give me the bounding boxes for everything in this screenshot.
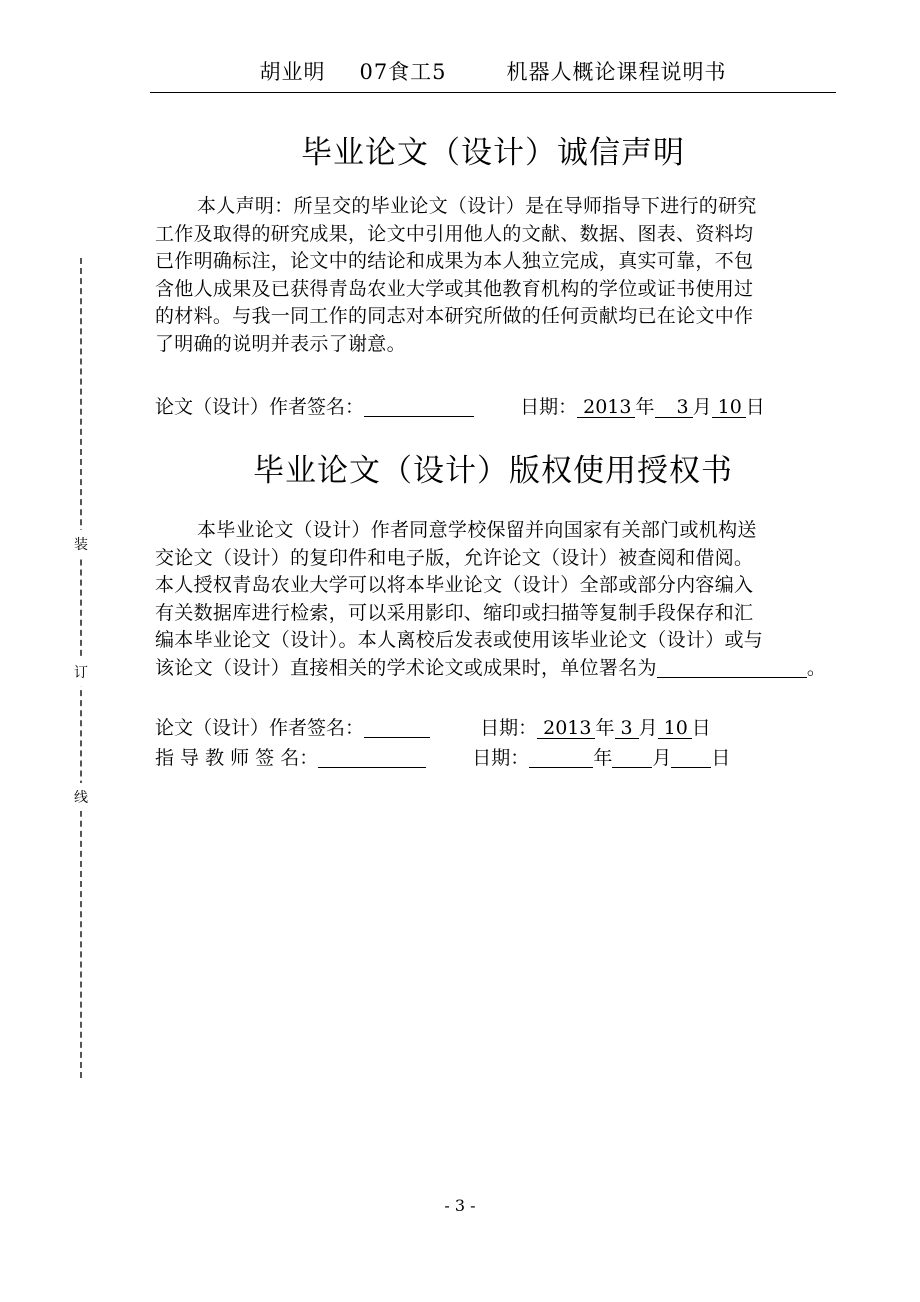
copyright-title: 毕业论文（设计）版权使用授权书: [253, 453, 733, 489]
integrity-day: 10: [712, 397, 746, 418]
copyright-line-last: [155, 655, 835, 683]
copyright-author-signature-blank[interactable]: [364, 717, 430, 738]
advisor-month-unit: 月: [652, 747, 672, 769]
integrity-year-unit: 年: [635, 396, 655, 418]
integrity-paragraph: [155, 193, 835, 359]
copyright-line: 编本毕业论文（设计）。本人离校后发表或使用该毕业论文（设计）或与: [155, 629, 764, 652]
binding-char-xian: 线: [74, 783, 88, 811]
integrity-line: 本人声明：所呈交的毕业论文（设计）是在导师指导下进行的研究: [197, 195, 757, 217]
copyright-author-year: 2013: [537, 718, 595, 739]
copyright-line: 有关数据库进行检索，可以采用影印、缩印或扫描等复制手段保存和汇: [155, 601, 754, 624]
copyright-author-signature-row: [155, 713, 711, 740]
integrity-title: 毕业论文（设计）诚信声明: [301, 135, 685, 171]
binding-char-zhuang: 装: [74, 530, 88, 558]
integrity-line: 含他人成果及已获得青岛农业大学或其他教育机构的学位或证书使用过: [155, 277, 754, 300]
copyright-author-month: 3: [615, 718, 639, 739]
copyright-author-year-unit: 年: [595, 717, 615, 739]
institution-name-blank[interactable]: [657, 657, 807, 678]
copyright-author-day-unit: 日: [691, 717, 711, 739]
integrity-month: 3: [655, 397, 693, 418]
binding-char-ding: 订: [74, 658, 88, 686]
advisor-month-blank[interactable]: [612, 747, 652, 768]
integrity-sign-label: 论文（设计）作者签名：: [155, 396, 365, 418]
copyright-line: 交论文（设计）的复印件和电子版，允许论文（设计）被查阅和借阅。: [155, 546, 754, 569]
running-header: [150, 56, 836, 86]
advisor-signature-blank[interactable]: [318, 747, 426, 768]
integrity-signature-blank[interactable]: [364, 396, 474, 417]
advisor-signature-row: [155, 743, 730, 770]
copyright-line: 本毕业论文（设计）作者同意学校保留并向国家有关部门或机构送: [197, 519, 757, 541]
advisor-year-unit: 年: [593, 747, 613, 769]
advisor-day-unit: 日: [711, 747, 731, 769]
integrity-date-label: 日期：: [520, 396, 578, 418]
integrity-line: 的材料。与我一同工作的同志对本研究所做的任何贡献均已在论文中作: [155, 305, 754, 328]
integrity-day-unit: 日: [745, 396, 765, 418]
advisor-date-label: 日期：: [472, 747, 530, 769]
integrity-line: 已作明确标注，论文中的结论和成果为本人独立完成，真实可靠，不包: [155, 250, 754, 273]
header-rule: [150, 92, 836, 93]
copyright-author-day: 10: [658, 718, 692, 739]
copyright-paragraph: [155, 517, 835, 683]
integrity-line: 工作及取得的研究成果，论文中引用他人的文献、数据、图表、资料均: [155, 222, 754, 245]
integrity-year: 2013: [577, 397, 635, 418]
copyright-author-month-unit: 月: [638, 717, 658, 739]
copyright-author-date-label: 日期：: [480, 717, 538, 739]
copyright-author-sign-label: 论文（设计）作者签名：: [155, 717, 365, 739]
integrity-signature-row: [155, 392, 765, 419]
integrity-line: 了明确的说明并表示了谢意。: [155, 332, 406, 355]
advisor-year-blank[interactable]: [529, 747, 593, 768]
header-class: 07食工5: [359, 60, 447, 84]
advisor-sign-label: 指 导 教 师 签 名：: [155, 747, 319, 769]
integrity-month-unit: 月: [692, 396, 712, 418]
copyright-end-mark: 。: [806, 656, 827, 679]
page-number: - 3 -: [444, 1196, 476, 1215]
copyright-line: 本人授权青岛农业大学可以将本毕业论文（设计）全部或部分内容编入: [155, 574, 754, 597]
header-course: 机器人概论课程说明书: [506, 60, 727, 84]
advisor-day-blank[interactable]: [671, 747, 711, 768]
header-author: 胡业明: [259, 60, 326, 84]
copyright-line-text: 该论文（设计）直接相关的学术论文或成果时，单位署名为: [155, 656, 657, 679]
